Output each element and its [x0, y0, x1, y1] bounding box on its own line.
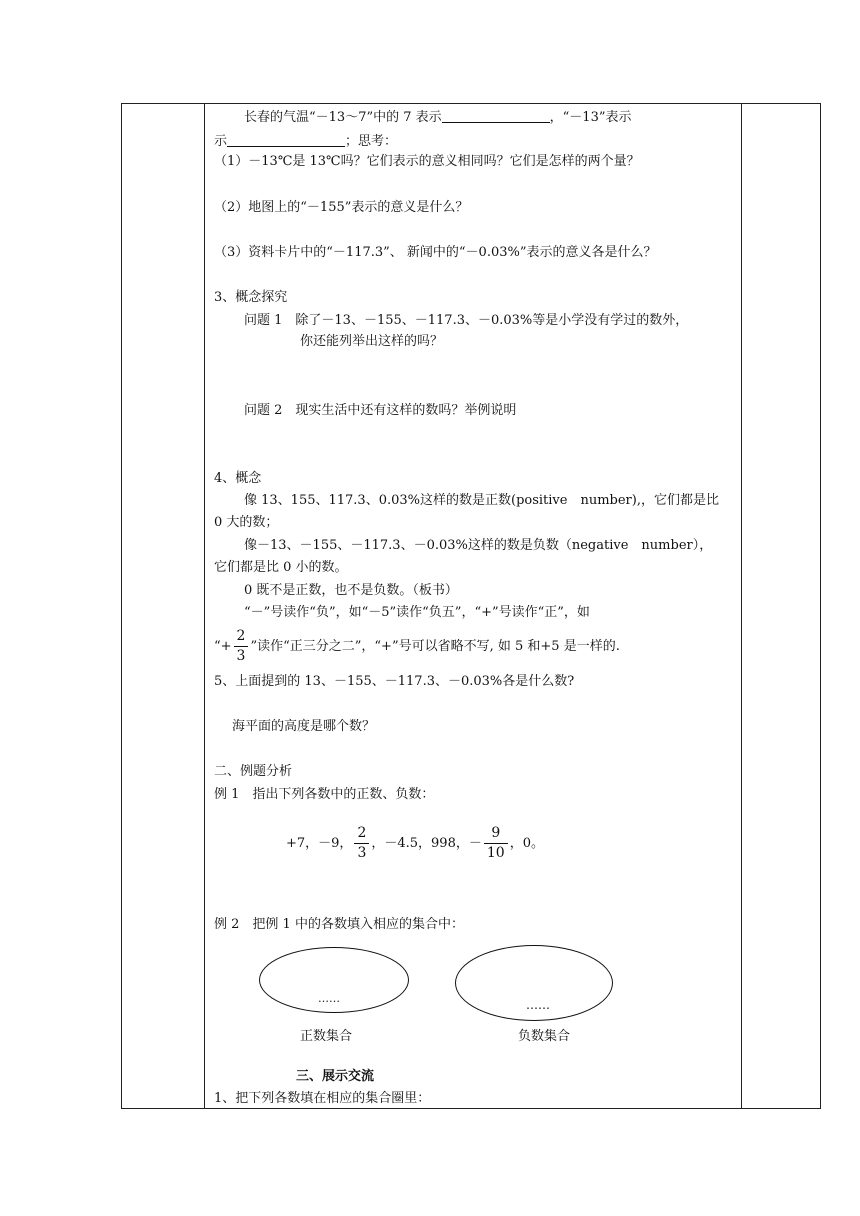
answer-blank-1 [442, 108, 550, 123]
positive-set-dots: …… [318, 992, 340, 1005]
positive-set-label: 正数集合 [300, 1029, 353, 1044]
intro-text-a: 长春的气温“－13～7”中的 7 表示 [244, 110, 442, 125]
number-list-part-b: ，－4.5，998，－ [371, 836, 482, 851]
intro-text-c: 示 [214, 134, 228, 149]
question-3: （3）资料卡片中的“－117.3”、 新闻中的“－0.03%”表示的意义各是什么？ [214, 245, 657, 260]
positive-def-a: 像 13、155、117.3、0.03%这样的数是正数(positive number),，它们都是比 [244, 493, 719, 508]
intro-line-1 [244, 108, 632, 127]
reading-rule-a: “－”号读作“负”，如“－5”读作“负五”，“+”号读作“正”，如 [244, 605, 590, 620]
sea-level-question: 海平面的高度是哪个数？ [232, 719, 376, 734]
number-list-part-c: ，0。 [509, 836, 544, 851]
positive-def-b: 0 大的数； [214, 515, 279, 530]
display-exchange-heading: 三、展示交流 [296, 1069, 375, 1084]
fraction-numerator: 9 [491, 825, 501, 841]
intro-line-2 [214, 132, 397, 151]
example-2: 例 2 把例 1 中的各数填入相应的集合中： [214, 917, 464, 932]
reading-rule-suffix: ”读作“正三分之二”，“+”号可以省略不写, 如 5 和+5 是一样的. [250, 639, 620, 654]
column-divider-left [204, 103, 205, 1109]
fraction-9-10 [484, 825, 508, 862]
reading-rule-prefix: “+ [214, 639, 232, 654]
answer-blank-2 [227, 132, 345, 147]
intro-text-b: ，“－13”表示 [549, 110, 632, 125]
concept-explore-heading: 3、概念探究 [214, 290, 288, 305]
question-2: （2）地图上的“－155”表示的意义是什么？ [214, 200, 469, 215]
fraction-denominator: 3 [354, 843, 369, 862]
display-item-1: 1、把下列各数填在相应的集合圈里： [214, 1091, 431, 1106]
intro-text-d: ；思考： [345, 134, 398, 149]
negative-set-dots: …… [526, 998, 550, 1012]
problem-2: 问题 2 现实生活中还有这样的数吗？举例说明 [244, 403, 517, 418]
problem-1-line-a: 问题 1 除了－13、－155、－117.3、－0.03%等是小学没有学过的数外， [244, 313, 689, 328]
fraction-numerator: 2 [357, 825, 367, 841]
negative-def-a: 像－13、－155、－117.3、－0.03%这样的数是负数（negative number）， [244, 538, 713, 553]
fraction-denominator: 3 [234, 646, 249, 665]
number-list [286, 824, 544, 868]
fraction-denominator: 10 [484, 843, 508, 862]
reading-rule-b [214, 628, 620, 668]
number-list-part-a: +7，－9， [286, 836, 353, 851]
fraction-2-3 [354, 825, 369, 862]
example-heading: 二、例题分析 [214, 764, 293, 779]
problem-1-line-b: 你还能列举出这样的吗？ [300, 334, 444, 349]
example-1: 例 1 指出下列各数中的正数、负数： [214, 787, 435, 802]
concept-heading: 4、概念 [214, 471, 262, 486]
negative-set-label: 负数集合 [518, 1029, 571, 1044]
zero-statement: 0 既不是正数，也不是负数。（板书） [244, 583, 458, 598]
fraction-numerator: 2 [236, 628, 246, 644]
section-5-question: 5、上面提到的 13、－155、－117.3、－0.03%各是什么数? [214, 674, 575, 689]
column-divider-right [741, 103, 742, 1109]
negative-def-b: 它们都是比 0 小的数。 [214, 560, 348, 575]
fraction-two-thirds [234, 628, 249, 665]
question-1: （1）－13℃是 13℃吗？它们表示的意义相同吗？它们是怎样的两个量？ [214, 154, 640, 169]
